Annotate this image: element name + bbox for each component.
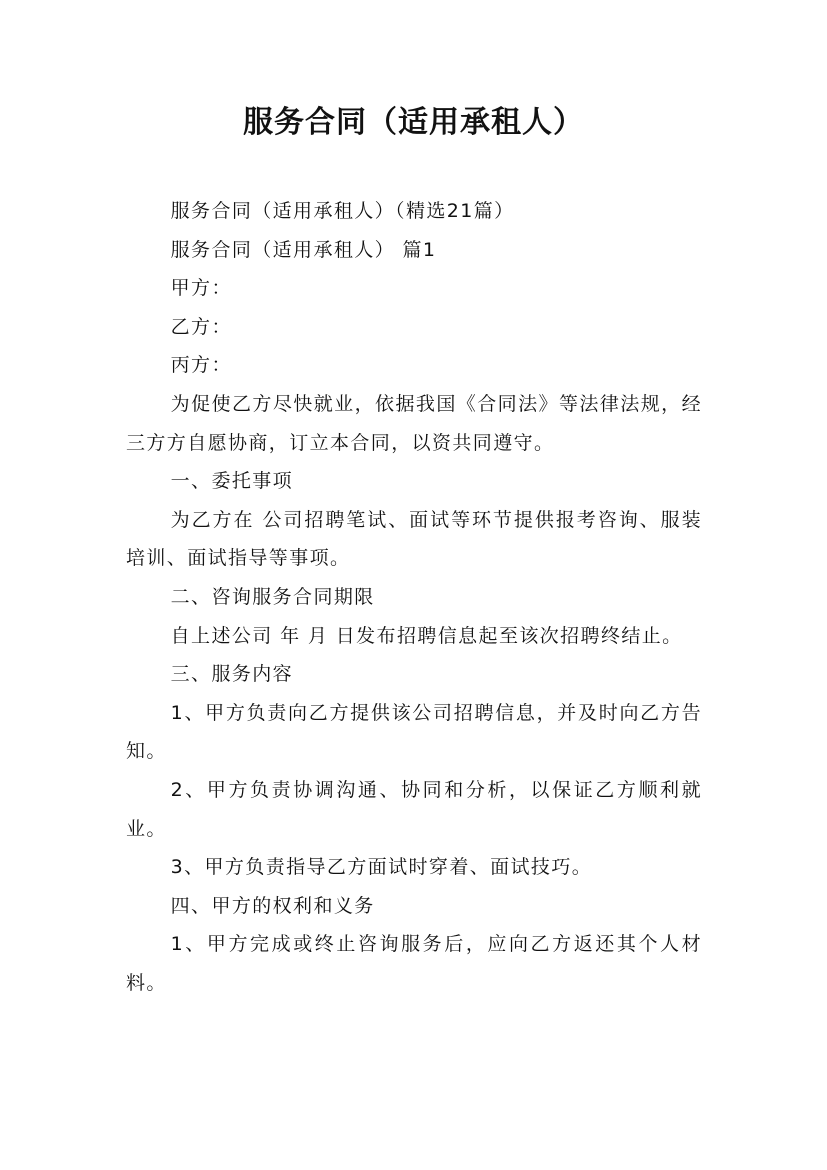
paragraph-section-heading: 服务合同（适用承租人） 篇1 [170,238,437,261]
paragraph-heading-4: 四、甲方的权利和义务 [170,894,375,917]
paragraph-text: 自上述公司 年 月 日发布招聘信息起至该次招聘终结止。 [170,624,683,647]
paragraph-text: 3、甲方负责指导乙方面试时穿着、面试技巧。 [170,856,593,879]
paragraph-text: 为乙方在 公司招聘笔试、面试等环节提供报考咨询、服装培训、面试指导等事项。 [126,508,702,570]
paragraph-party-c: 丙方： [170,354,232,377]
paragraph-text: 1、甲方负责向乙方提供该公司招聘信息，并及时向乙方告知。 [126,701,702,763]
paragraph-text: 2、甲方负责协调沟通、协同和分析，以保证乙方顺利就业。 [126,778,702,840]
paragraph-party-a: 甲方： [170,277,232,300]
paragraph-heading-1: 一、委托事项 [170,470,294,493]
paragraph-heading-3: 三、服务内容 [170,663,294,686]
paragraph-preamble: 为促使乙方尽快就业，依据我国《合同法》等法律法规，经三方方自愿协商，订立本合同，以资共同遵守。 [126,392,702,454]
document-title: 服务合同（适用承租人） [243,105,584,140]
paragraph-party-b: 乙方： [170,315,232,338]
paragraph-subtitle: 服务合同（适用承租人）（精选21篇） [170,200,515,222]
paragraph-text: 1、甲方完成或终止咨询服务后，应向乙方返还其个人材料。 [126,933,702,994]
paragraph-heading-2: 二、咨询服务合同期限 [170,585,375,608]
document-body [126,192,702,1002]
